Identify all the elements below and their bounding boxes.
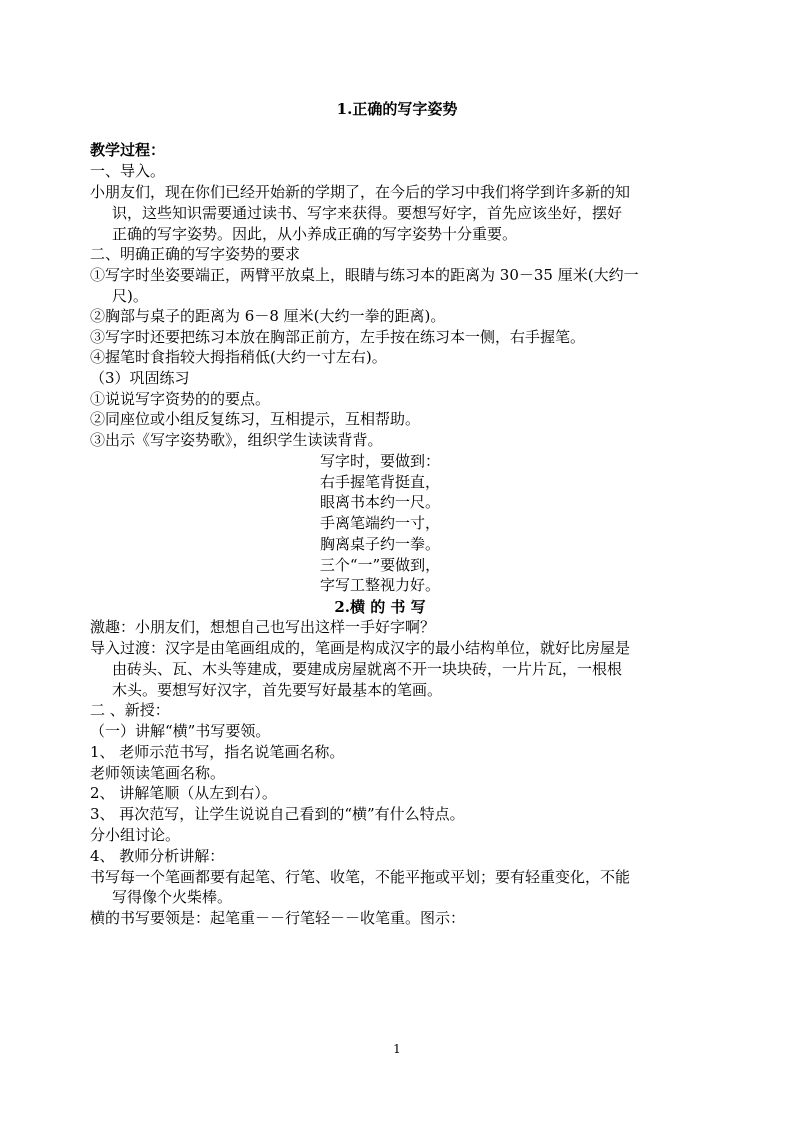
section1-title: 1.正确的写字姿势 xyxy=(336,100,458,118)
body-line: 4、 教师分析讲解： xyxy=(90,847,225,865)
practice-heading: （3）巩固练习 xyxy=(90,369,190,387)
poem-line: 字写工整视力好。 xyxy=(319,576,440,594)
body-line: 1、 老师示范书写，指名说笔画名称。 xyxy=(90,743,345,761)
intro-line: 正确的写字姿势。因此，从小养成正确的写字姿势十分重要。 xyxy=(112,225,518,243)
body-line: 二 、新授： xyxy=(90,701,170,719)
practice-line: ③出示《写字姿势歌》，组织学生读读背背。 xyxy=(90,431,383,449)
req-line: ④握笔时食指较大拇指稍低(大约一寸左右)。 xyxy=(90,348,387,366)
body-line: 激趣：小朋友们，想想自己也写出这样一手好字啊？ xyxy=(90,618,436,636)
practice-line: ②同座位或小组反复练习，互相提示，互相帮助。 xyxy=(90,410,421,428)
body-line: 2、 讲解笔顺（从左到右）。 xyxy=(90,784,277,802)
poem-line: 手离笔端约一寸， xyxy=(319,514,440,532)
practice-line: ①说说写字资势的的要点。 xyxy=(90,390,271,408)
section2-title: 2.横 的 书 写 xyxy=(334,598,426,616)
req-line: ③写字时还要把练习本放在胸部正前方，左手按在练习本一侧，右手握笔。 xyxy=(90,328,586,346)
poem-line: 胸离桌子约一拳。 xyxy=(319,535,440,553)
body-line: 3、 再次范写，让学生说说自己看到的“横”有什么特点。 xyxy=(90,805,465,823)
intro-line: 识，这些知识需要通过读书、写字来获得。要想写好字，首先应该坐好，摆好 xyxy=(112,204,623,222)
body-line: 老师领读笔画名称。 xyxy=(90,764,226,782)
body-line: 横的书写要领是：起笔重－－行笔轻－－收笔重。图示： xyxy=(90,909,466,927)
body-line: 分小组讨论。 xyxy=(90,826,181,844)
intro-line: 小朋友们，现在你们已经开始新的学期了，在今后的学习中我们将学到许多新的知 xyxy=(90,183,631,201)
process-heading: 教学过程： xyxy=(90,141,166,159)
req-line: ②胸部与桌子的距离为 6－8 厘米(大约一拳的距离)。 xyxy=(90,307,446,325)
poem-line: 写字时，要做到： xyxy=(319,452,440,470)
poem-line: 眼离书本约一尺。 xyxy=(319,493,440,511)
body-line: 木头。要想写好汉字，首先要写好最基本的笔画。 xyxy=(112,681,443,699)
body-line: 写得像个火柴棒。 xyxy=(112,888,233,906)
req-heading: 二、明确正确的写字姿势的要求 xyxy=(90,245,301,263)
body-line: 由砖头、瓦、木头等建成，要建成房屋就离不开一块块砖，一片片瓦，一根根 xyxy=(112,660,623,678)
req-line: 尺)。 xyxy=(112,287,148,305)
poem-line: 右手握笔背挺直， xyxy=(319,473,440,491)
body-line: 导入过渡：汉字是由笔画组成的，笔画是构成汉字的最小结构单位，就好比房屋是 xyxy=(90,639,631,657)
poem-line: 三个“一”要做到， xyxy=(319,556,441,574)
page-number: 1 xyxy=(393,1042,401,1056)
intro-heading: 一、导入。 xyxy=(90,162,166,180)
req-line: ①写字时坐姿要端正，两臂平放桌上，眼睛与练习本的距离为 30－35 厘米(大约一 xyxy=(90,266,639,284)
body-line: （一）讲解“横”书写要领。 xyxy=(90,722,271,740)
body-line: 书写每一个笔画都要有起笔、行笔、收笔，不能平拖或平划；要有轻重变化，不能 xyxy=(90,868,631,886)
